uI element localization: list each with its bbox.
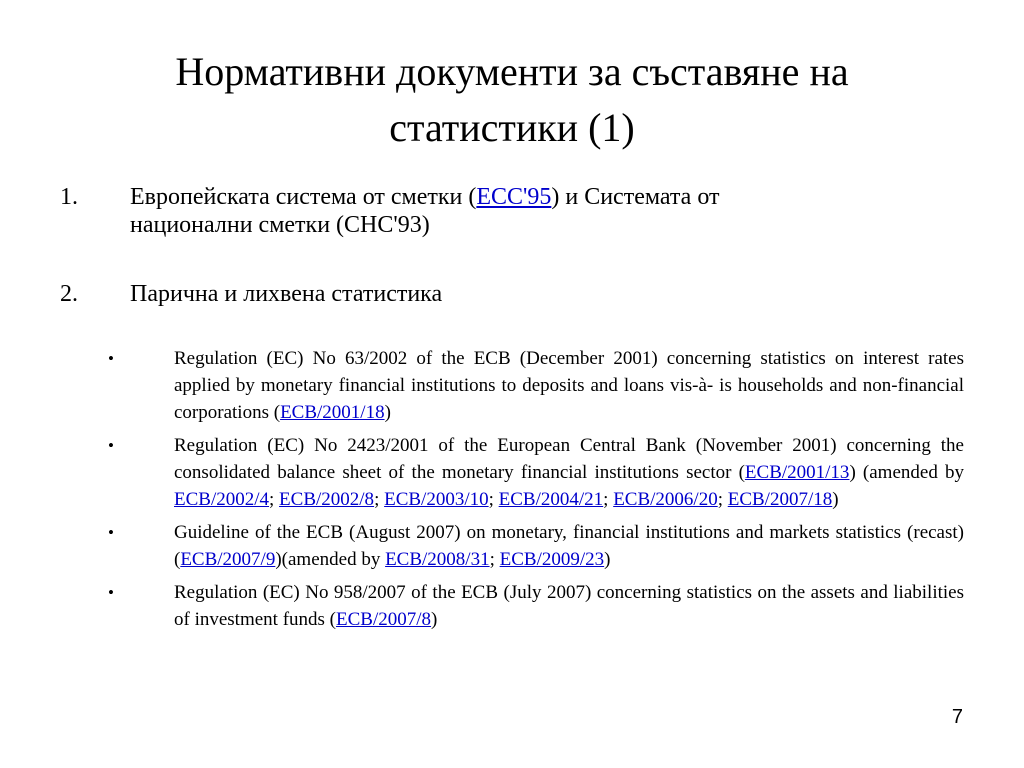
ecb-2003-10-link[interactable]: ECB/2003/10 — [384, 489, 489, 510]
bullet-text: Regulation (EC) No 63/2002 of the ECB (December 2001) concerning statistics on interest rates applied by monetary financial institutions to deposits and loans vis-à- is households and non-financial corporations ( — [174, 348, 964, 423]
list-item — [108, 579, 964, 633]
separator: ; — [603, 489, 614, 510]
numbered-item-2 — [60, 280, 840, 308]
list-item — [108, 345, 964, 426]
item-text-before: Европейската система от сметки ( — [130, 184, 477, 210]
separator: ; — [374, 489, 385, 510]
esa95-link[interactable]: ЕСС'95 — [476, 184, 552, 210]
ecb-2008-31-link[interactable]: ECB/2008/31 — [385, 549, 490, 570]
slide-title — [60, 44, 964, 156]
bullet-icon: • — [108, 523, 114, 542]
regulations-list — [108, 345, 964, 639]
ecb-2004-21-link[interactable]: ECB/2004/21 — [498, 489, 604, 510]
separator: ; — [489, 549, 500, 570]
bullet-icon: • — [108, 436, 114, 455]
bullet-text: Regulation (EC) No 958/2007 of the ECB (July 2007) concerning statistics on the assets and liabilities of investment funds ( — [174, 582, 964, 630]
bullet-mid: )(amended by — [275, 549, 386, 570]
ecb-2007-8-link[interactable]: ECB/2007/8 — [336, 609, 432, 630]
ecb-2007-18-link[interactable]: ECB/2007/18 — [727, 489, 833, 510]
ecb-2007-9-link[interactable]: ECB/2007/9 — [180, 549, 276, 570]
separator: ; — [269, 489, 280, 510]
item-text: Парична и лихвена статистика — [130, 281, 443, 307]
item-text-after: ) и Системата от национални сметки (СНС'93) — [130, 184, 720, 238]
item-text — [130, 183, 840, 239]
bullet-close: ) — [384, 402, 391, 423]
ecb-2002-4-link[interactable]: ECB/2002/4 — [174, 489, 270, 510]
slide-title-line-1: Нормативни документи за съставяне на — [175, 49, 849, 94]
bullet-mid: ) (amended by — [849, 462, 964, 483]
bullet-close: ) — [832, 489, 839, 510]
list-item — [108, 519, 964, 573]
separator: ; — [717, 489, 728, 510]
bullet-close: ) — [431, 609, 438, 630]
slide-title-line-2: статистики (1) — [389, 105, 635, 150]
item-number: 2. — [60, 281, 78, 307]
bullet-text: Regulation (EC) No 2423/2001 of the European Central Bank (November 2001) concerning the consolidated balance sheet of the monetary financial institutions sector ( — [174, 435, 964, 483]
bullet-text: Guideline of the ECB (August 2007) on monetary, financial institutions and markets statistics (recast) ( — [174, 522, 964, 570]
item-number: 1. — [60, 184, 78, 210]
bullet-icon: • — [108, 349, 114, 368]
ecb-2009-23-link[interactable]: ECB/2009/23 — [499, 549, 605, 570]
ecb-2006-20-link[interactable]: ECB/2006/20 — [613, 489, 718, 510]
separator: ; — [488, 489, 499, 510]
numbered-item-1 — [60, 183, 840, 239]
ecb-2001-13-link[interactable]: ECB/2001/13 — [744, 462, 850, 483]
list-item — [108, 432, 964, 513]
page-number: 7 — [951, 706, 963, 728]
ecb-2002-8-link[interactable]: ECB/2002/8 — [279, 489, 375, 510]
ecb-2001-18-link[interactable]: ECB/2001/18 — [280, 402, 385, 423]
bullet-close: ) — [604, 549, 611, 570]
bullet-icon: • — [108, 583, 114, 602]
